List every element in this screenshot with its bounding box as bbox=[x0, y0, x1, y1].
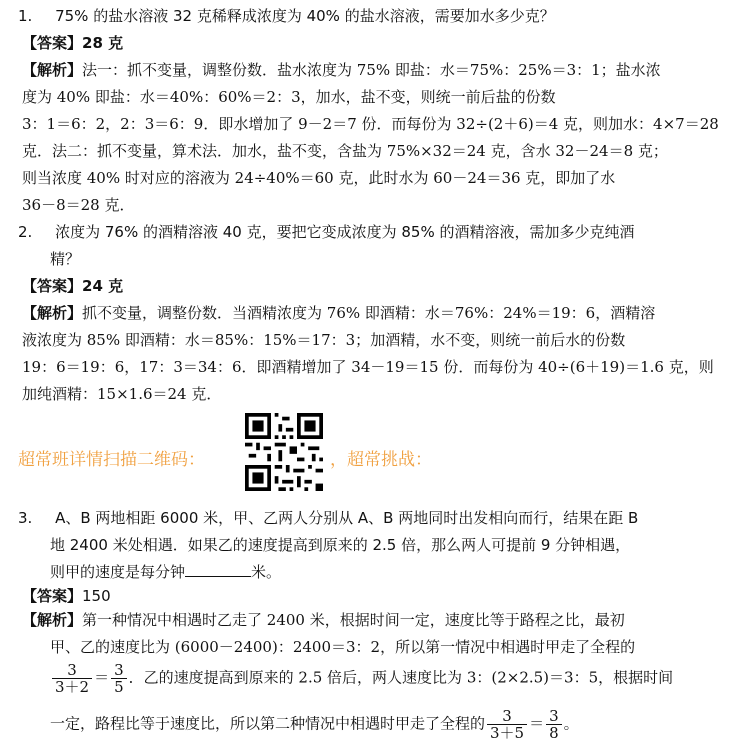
analysis-line: 液浓度为 85% 即酒精：水＝85%：15%＝17：3；加酒精，水不变，则统一前后水的份数 bbox=[22, 331, 626, 349]
analysis-line: 度为 40% 即盐：水＝40%：60%＝2：3，加水，盐不变，则统一前后盐的份数 bbox=[22, 88, 556, 106]
question-number: 2. bbox=[18, 223, 33, 241]
answer-blank bbox=[185, 562, 251, 577]
answer-line: 【答案】150 bbox=[22, 587, 111, 605]
question-text: 地 2400 米处相遇．如果乙的速度提高到原来的 2.5 倍，那么两人可提前 9 分钟相遇， bbox=[50, 536, 631, 554]
analysis-line: 加纯酒精：15×1.6＝24 克． bbox=[22, 385, 222, 403]
answer-value: 28 克 bbox=[82, 34, 124, 52]
question-text: 浓度为 76% 的酒精溶液 40 克，要把它变成浓度为 85% 的酒精溶液，需加多少克纯酒 bbox=[55, 223, 635, 241]
answer-value: 150 bbox=[82, 587, 111, 605]
question-text: 则甲的速度是每分钟 米。 bbox=[50, 563, 282, 581]
question-number: 3. bbox=[18, 509, 33, 527]
answer-line: 【答案】28 克 bbox=[22, 34, 124, 52]
question-2 bbox=[18, 222, 634, 242]
question-text: 75% 的盐水溶液 32 克稀释成浓度为 40% 的盐水溶液，需要加水多少克？ bbox=[55, 7, 555, 25]
fraction: $\frac{3}{3+2}$ bbox=[52, 662, 92, 695]
promo-text: 超常班详情扫描二维码： bbox=[18, 450, 205, 470]
fraction: $\frac{3}{3+5}$ bbox=[487, 708, 527, 741]
question-number: 1. bbox=[18, 7, 33, 25]
answer-line: 【答案】24 克 bbox=[22, 277, 124, 295]
qr-code-icon[interactable] bbox=[245, 413, 323, 491]
analysis-line: 甲、乙的速度比为 (6000－2400)：2400＝3：2，所以第一情况中相遇时甲走了全程的 bbox=[50, 638, 636, 656]
promo-text: ，超常挑战： bbox=[330, 450, 432, 470]
analysis-line: 【解析】法一：抓不变量，调整份数．盐水浓度为 75% 即盐：水＝75%：25%＝3：1；盐水浓 bbox=[22, 61, 661, 79]
fraction: $\frac{3}{8}$ bbox=[546, 708, 562, 741]
analysis-line: 则当浓度 40% 时对应的溶液为 24÷40%＝60 克，此时水为 60－24＝36 克，即加了水 bbox=[22, 169, 616, 187]
answer-value: 24 克 bbox=[82, 277, 124, 295]
analysis-line: 3：1＝6：2，2：3＝6：9．即水增加了 9－2＝7 份．而每份为 32÷(2＋6)＝4 克，则加水：4×7＝28 bbox=[22, 115, 719, 133]
analysis-line: 36－8＝28 克． bbox=[22, 196, 135, 214]
question-1 bbox=[18, 6, 555, 26]
analysis-line: 一定，路程比等于速度比，所以第二种情况中相遇时甲走了全程的 $\frac{3}{3+5}$ ＝ $\frac{3}{8}$ 。 bbox=[50, 707, 579, 742]
fraction: $\frac{3}{5}$ bbox=[111, 662, 127, 695]
question-text: 精？ bbox=[50, 250, 81, 268]
analysis-line: $\frac{3}{3+2}$ ＝ $\frac{3}{5}$ ．乙的速度提高到原来的 2.5 倍后，两人速度比为 3：(2×2.5)＝3：5，根据时间 bbox=[50, 662, 673, 695]
question-text: A、B 两地相距 6000 米，甲、乙两人分别从 A、B 两地同时出发相向而行，结果在距 B bbox=[55, 509, 639, 527]
analysis-line: 19：6＝19：6，17：3＝34：6．即酒精增加了 34－19＝15 份．而每份为 40÷(6＋19)＝1.6 克，则 bbox=[22, 358, 714, 376]
analysis-line: 【解析】第一种情况中相遇时乙走了 2400 米，根据时间一定，速度比等于路程之比，最初 bbox=[22, 611, 625, 629]
analysis-line: 【解析】抓不变量，调整份数．当酒精浓度为 76% 即酒精：水＝76%：24%＝19：6，酒精溶 bbox=[22, 304, 656, 322]
question-3 bbox=[18, 508, 638, 528]
analysis-line: 克．法二：抓不变量，算术法．加水，盐不变，含盐为 75%×32＝24 克，含水 32－24＝8 克； bbox=[22, 142, 668, 160]
